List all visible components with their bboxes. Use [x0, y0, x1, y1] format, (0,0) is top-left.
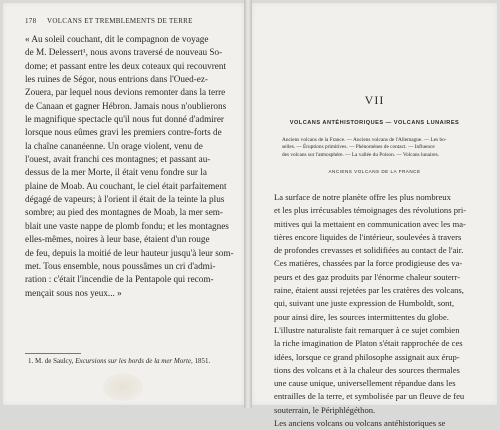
text-line: de M. Delessert¹, nous avons traversé de nouveau So- — [25, 47, 223, 58]
text-line: dessus de la mer Morte, il était venu fondre sur la — [25, 167, 207, 178]
text-line: les ruines de Ségor, nous entrions dans l'Oued-ez- — [25, 74, 208, 85]
text-line: met. Tous ensemble, nous poussâmes un cri d'admi- — [25, 260, 216, 271]
right-page-body — [274, 191, 479, 430]
text-line: une cause unique, universellement répandue dans les — [274, 378, 456, 389]
text-line: sombre; au pied des montagnes de Moab, la mer sem- — [25, 207, 223, 218]
paper-stain — [103, 373, 143, 401]
left-page-body — [25, 33, 234, 300]
right-page — [252, 3, 497, 429]
text-line: plaine de Moab. Au couchant, le ciel était parfaitement — [25, 180, 227, 191]
text-line: Zouera, par lequel nous devions remonter dans la terre — [25, 87, 226, 98]
left-page — [3, 3, 244, 405]
page-number: 178 — [25, 17, 37, 25]
book-gutter — [244, 0, 252, 408]
summary-line: Anciens volcans de la France. — Anciens volcans de l'Allemagne. — Les bo- — [282, 137, 447, 143]
text-line: tions des volcans et à la chaleur des sources thermales — [274, 364, 460, 375]
text-line: entrailles de la terre, et symbolisée par un fleuve de feu — [274, 391, 465, 402]
text-line: pour ainsi dire, les sources intermittentes du globe. — [274, 311, 449, 322]
text-line: la chaîne cananéenne. Un orage violent, venu de — [25, 140, 203, 151]
text-line: tières encore liquides de l'intérieur, soulevées à travers — [274, 231, 462, 242]
text-line: idées, lorsque ce grand philosophe assignait aux érup- — [274, 351, 460, 362]
text-line: raine, étaient aussi rejetées par les cratères des volcans, — [274, 285, 464, 296]
summary-line: des volcans sur l'atmosphère. — La vallée du Poison. — Volcans lunaires. — [282, 151, 439, 158]
text-line: le magnifique spectacle qu'il nous fut donné d'admirer — [25, 114, 224, 125]
text-line: peurs et des gaz produits par l'énorme chaleur souterr- — [274, 271, 461, 282]
text-line: qui, suivant une juste expression de Humboldt, sont, — [274, 298, 454, 309]
chapter-number: VII — [364, 93, 385, 107]
footnote — [28, 357, 238, 366]
section-title: ANCIENS VOLCANS DE LA FRANCE — [328, 169, 421, 174]
footnote-suffix: 1851. — [194, 357, 211, 365]
running-head: VOLCANS ET TREMBLEMENTS DE TERRE — [47, 17, 193, 25]
text-line: ration : c'était l'incendie de la Pentapole qui recom- — [25, 274, 214, 285]
chapter-summary — [282, 137, 472, 159]
summary-line: selles. — Éruptions primitives. — Phénomènes de contact. — Influence — [282, 144, 435, 151]
footnote-rule — [25, 353, 81, 354]
text-line: Ces matières, chassées par la force prodigieuse des va- — [274, 258, 463, 269]
footnote-title: Excursions sur les bords de la mer Morte, — [75, 357, 193, 365]
text-line: Les anciens volcans ou volcans antéhistoriques se — [274, 418, 446, 429]
text-line: dome; et passant entre les deux coteaux qui recouvrent — [25, 60, 227, 71]
footnote-prefix: 1. M. de Saulcy, — [28, 357, 74, 365]
text-line: de profondes crevasses et solidifiées au contact de l'air. — [274, 245, 464, 256]
text-line: de feu, depuis la moitié de leur hauteur jusqu'à leur som- — [25, 247, 234, 258]
text-line: elles-mêmes, noires à leur base, étaient d'un rouge — [25, 234, 210, 245]
chapter-title: VOLCANS ANTÉHISTORIQUES — VOLCANS LUNAIRES — [289, 120, 460, 126]
text-line: et les plus irrécusables témoignages des révolutions pri- — [274, 205, 467, 216]
text-line: lorsque nous eûmes gravi les premiers contre-forts de — [25, 127, 222, 138]
text-line: « Au soleil couchant, dit le compagnon de voyage — [25, 34, 209, 44]
text-line: souterrain, le Périphlégéthon. — [274, 404, 376, 415]
text-line: dégagé de vapeurs; à l'orient il était de la teinte la plus — [25, 194, 225, 205]
text-line: de Canaan et gagner Hébron. Jamais nous n'oublierons — [25, 100, 227, 111]
text-line: mitives qui la mettaient en communication avec les ma- — [274, 218, 466, 229]
text-line: la riche imagination de Platon s'était rapprochée de ces — [274, 338, 463, 349]
text-line: L'illustre naturaliste fait remarquer à ce sujet combien — [274, 324, 460, 335]
text-line: La surface de notre planète offre les plus nombreux — [274, 192, 451, 202]
text-line: l'ouest, avait franchi ces montagnes; et passant au- — [25, 154, 211, 165]
text-line: blait une vaste nappe de plomb fondu; et les montagnes — [25, 220, 229, 231]
text-line: mençait sous nos yeux... » — [25, 287, 122, 298]
